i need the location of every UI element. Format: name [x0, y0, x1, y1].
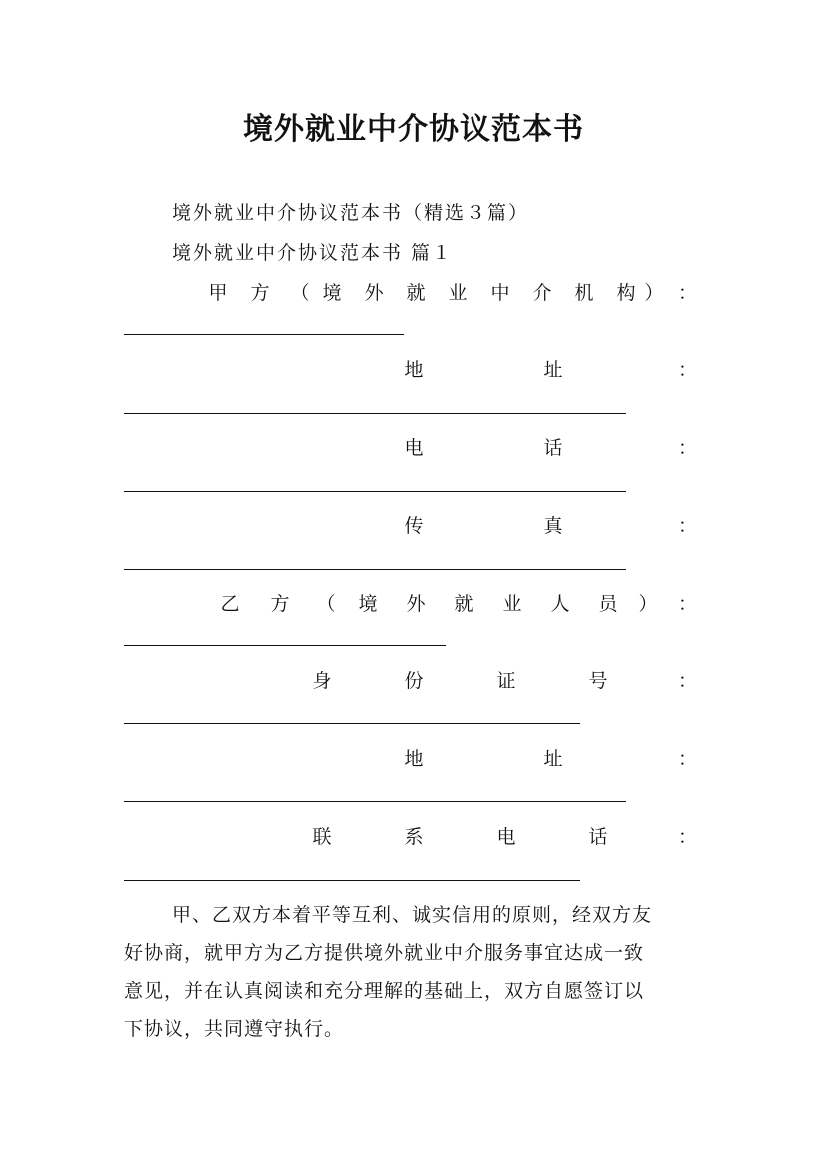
party-a-address-char: 址: [543, 359, 563, 381]
party-a-char: 就: [406, 282, 426, 304]
party-b-name-blank: [124, 645, 446, 646]
party-a-address-colon: ：: [678, 359, 698, 381]
party-a-char: ）: [644, 282, 664, 304]
party-a-phone-char: 话: [543, 437, 563, 459]
party-a-fax-char: 传: [404, 515, 424, 537]
party-b-id-char: 证: [496, 670, 516, 692]
document-subtitle: 境外就业中介协议范本书（精选３篇）: [172, 202, 530, 224]
party-a-char: 中: [490, 282, 510, 304]
party-a-char: 外: [364, 282, 384, 304]
party-a-char: 甲: [208, 282, 228, 304]
party-b-phone-char: 系: [404, 826, 424, 848]
section-heading: 境外就业中介协议范本书 篇１: [172, 242, 454, 264]
party-a-phone-blank: [124, 491, 626, 492]
party-a-char: 境: [322, 282, 342, 304]
party-b-address-colon: ：: [678, 748, 698, 770]
party-b-id-char: 身: [312, 670, 332, 692]
party-b-id-blank: [124, 723, 580, 724]
party-a-char: 业: [448, 282, 468, 304]
party-b-char: 人: [550, 593, 570, 615]
party-b-char: 员: [598, 593, 618, 615]
party-a-fax-char: 真: [543, 515, 563, 537]
body-paragraph-line: 下协议，共同遵守执行。: [124, 1018, 345, 1040]
party-a-char: 介: [532, 282, 552, 304]
document-title: 境外就业中介协议范本书: [243, 112, 584, 147]
party-a-colon: ：: [678, 282, 698, 304]
party-b-phone-char: 话: [588, 826, 608, 848]
party-b-id-char: 份: [404, 670, 424, 692]
party-a-char: 构: [616, 282, 636, 304]
party-b-char: 外: [406, 593, 426, 615]
body-paragraph-line: 好协商，就甲方为乙方提供境外就业中介服务事宜达成一致: [124, 942, 645, 964]
party-b-char: 乙: [220, 593, 240, 615]
party-b-char: ）: [638, 593, 658, 615]
party-b-colon: ：: [678, 593, 698, 615]
body-paragraph-line: 意见，并在认真阅读和充分理解的基础上，双方自愿签订以: [124, 980, 645, 1002]
party-b-char: （: [316, 593, 336, 615]
party-b-id-char: 号: [588, 670, 608, 692]
party-b-char: 方: [270, 593, 290, 615]
party-b-address-blank: [124, 801, 626, 802]
party-a-phone-char: 电: [404, 437, 424, 459]
party-a-fax-colon: ：: [678, 515, 698, 537]
party-a-fax-blank: [124, 569, 626, 570]
party-a-address-blank: [124, 413, 626, 414]
party-b-phone-colon: ：: [678, 826, 698, 848]
party-a-char: 机: [574, 282, 594, 304]
party-b-char: 就: [454, 593, 474, 615]
body-paragraph-line: 甲、乙双方本着平等互利、诚实信用的原则，经双方友: [172, 904, 653, 926]
party-a-char: 方: [250, 282, 270, 304]
party-b-char: 境: [358, 593, 378, 615]
party-a-name-blank: [124, 334, 404, 335]
party-b-phone-char: 联: [312, 826, 332, 848]
party-b-char: 业: [502, 593, 522, 615]
party-b-address-char: 地: [404, 748, 424, 770]
party-b-id-colon: ：: [678, 670, 698, 692]
party-a-phone-colon: ：: [678, 437, 698, 459]
party-b-phone-blank: [124, 880, 580, 881]
party-a-char: （: [290, 282, 310, 304]
party-b-phone-char: 电: [496, 826, 516, 848]
party-a-address-char: 地: [404, 359, 424, 381]
party-b-address-char: 址: [543, 748, 563, 770]
